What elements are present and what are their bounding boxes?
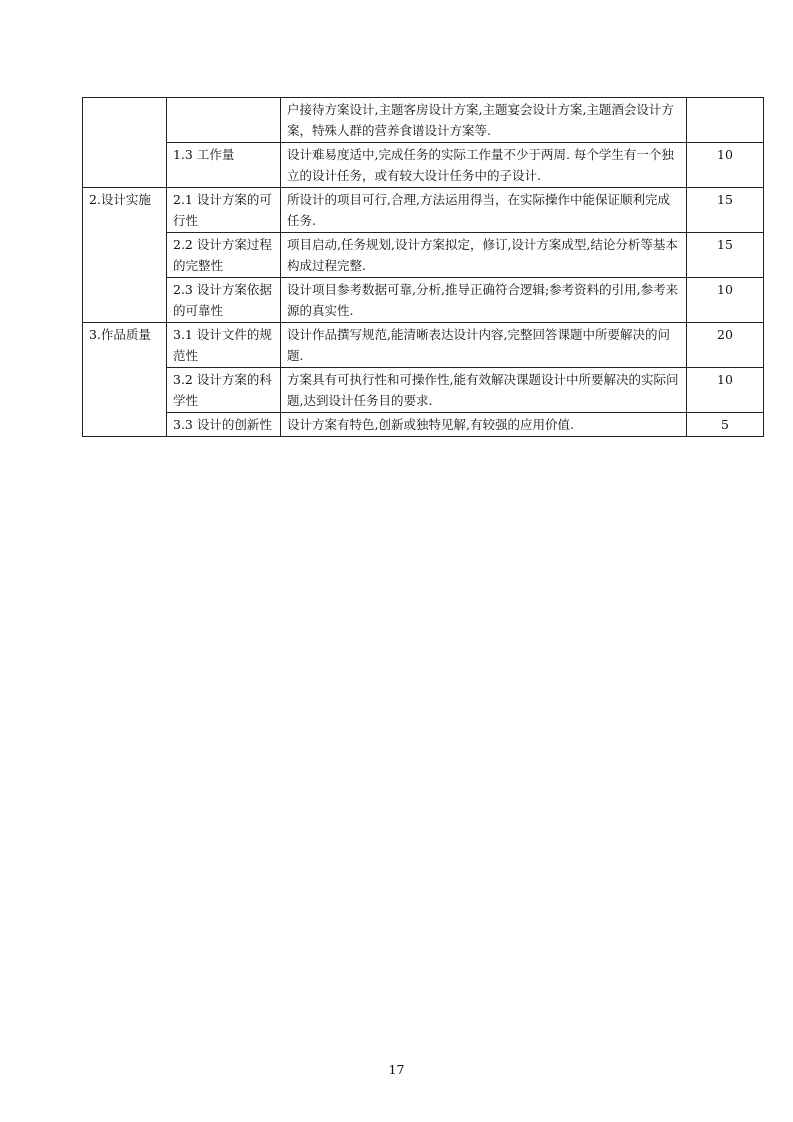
score-cell: 15 xyxy=(687,188,764,233)
item-cell xyxy=(167,98,281,143)
item-cell: 3.3 设计的创新性 xyxy=(167,413,281,437)
table-row xyxy=(83,143,764,188)
table-row xyxy=(83,368,764,413)
evaluation-rubric-table xyxy=(82,97,764,437)
item-cell: 3.2 设计方案的科学性 xyxy=(167,368,281,413)
score-cell: 10 xyxy=(687,278,764,323)
item-cell: 1.3 工作量 xyxy=(167,143,281,188)
table-row xyxy=(83,323,764,368)
score-cell: 15 xyxy=(687,233,764,278)
table-row xyxy=(83,278,764,323)
criteria-cell: 设计项目参考数据可靠,分析,推导正确符合逻辑;参考资料的引用,参考来源的真实性. xyxy=(281,278,687,323)
criteria-cell: 所设计的项目可行,合理,方法运用得当，在实际操作中能保证顺利完成任务. xyxy=(281,188,687,233)
category-cell: 3.作品质量 xyxy=(83,323,167,437)
criteria-cell: 方案具有可执行性和可操作性,能有效解决课题设计中所要解决的实际问题,达到设计任务目的要求. xyxy=(281,368,687,413)
table-row xyxy=(83,233,764,278)
score-cell: 10 xyxy=(687,143,764,188)
criteria-cell: 项目启动,任务规划,设计方案拟定，修订,设计方案成型,结论分析等基本构成过程完整. xyxy=(281,233,687,278)
score-cell: 10 xyxy=(687,368,764,413)
criteria-cell: 户接待方案设计,主题客房设计方案,主题宴会设计方案,主题酒会设计方案，特殊人群的营养食谱设计方案等. xyxy=(281,98,687,143)
category-cell xyxy=(83,98,167,188)
item-cell: 2.2 设计方案过程的完整性 xyxy=(167,233,281,278)
table-row xyxy=(83,188,764,233)
category-cell: 2.设计实施 xyxy=(83,188,167,323)
page-number: 17 xyxy=(388,1062,405,1077)
criteria-cell: 设计难易度适中,完成任务的实际工作量不少于两周. 每个学生有一个独立的设计任务，或有较大设计任务中的子设计. xyxy=(281,143,687,188)
item-cell: 2.3 设计方案依据的可靠性 xyxy=(167,278,281,323)
score-cell xyxy=(687,98,764,143)
criteria-cell: 设计作品撰写规范,能清晰表达设计内容,完整回答课题中所要解决的问题. xyxy=(281,323,687,368)
score-cell: 20 xyxy=(687,323,764,368)
table-row xyxy=(83,413,764,437)
criteria-cell: 设计方案有特色,创新或独特见解,有较强的应用价值. xyxy=(281,413,687,437)
table-row xyxy=(83,98,764,143)
item-cell: 2.1 设计方案的可行性 xyxy=(167,188,281,233)
score-cell: 5 xyxy=(687,413,764,437)
item-cell: 3.1 设计文件的规范性 xyxy=(167,323,281,368)
